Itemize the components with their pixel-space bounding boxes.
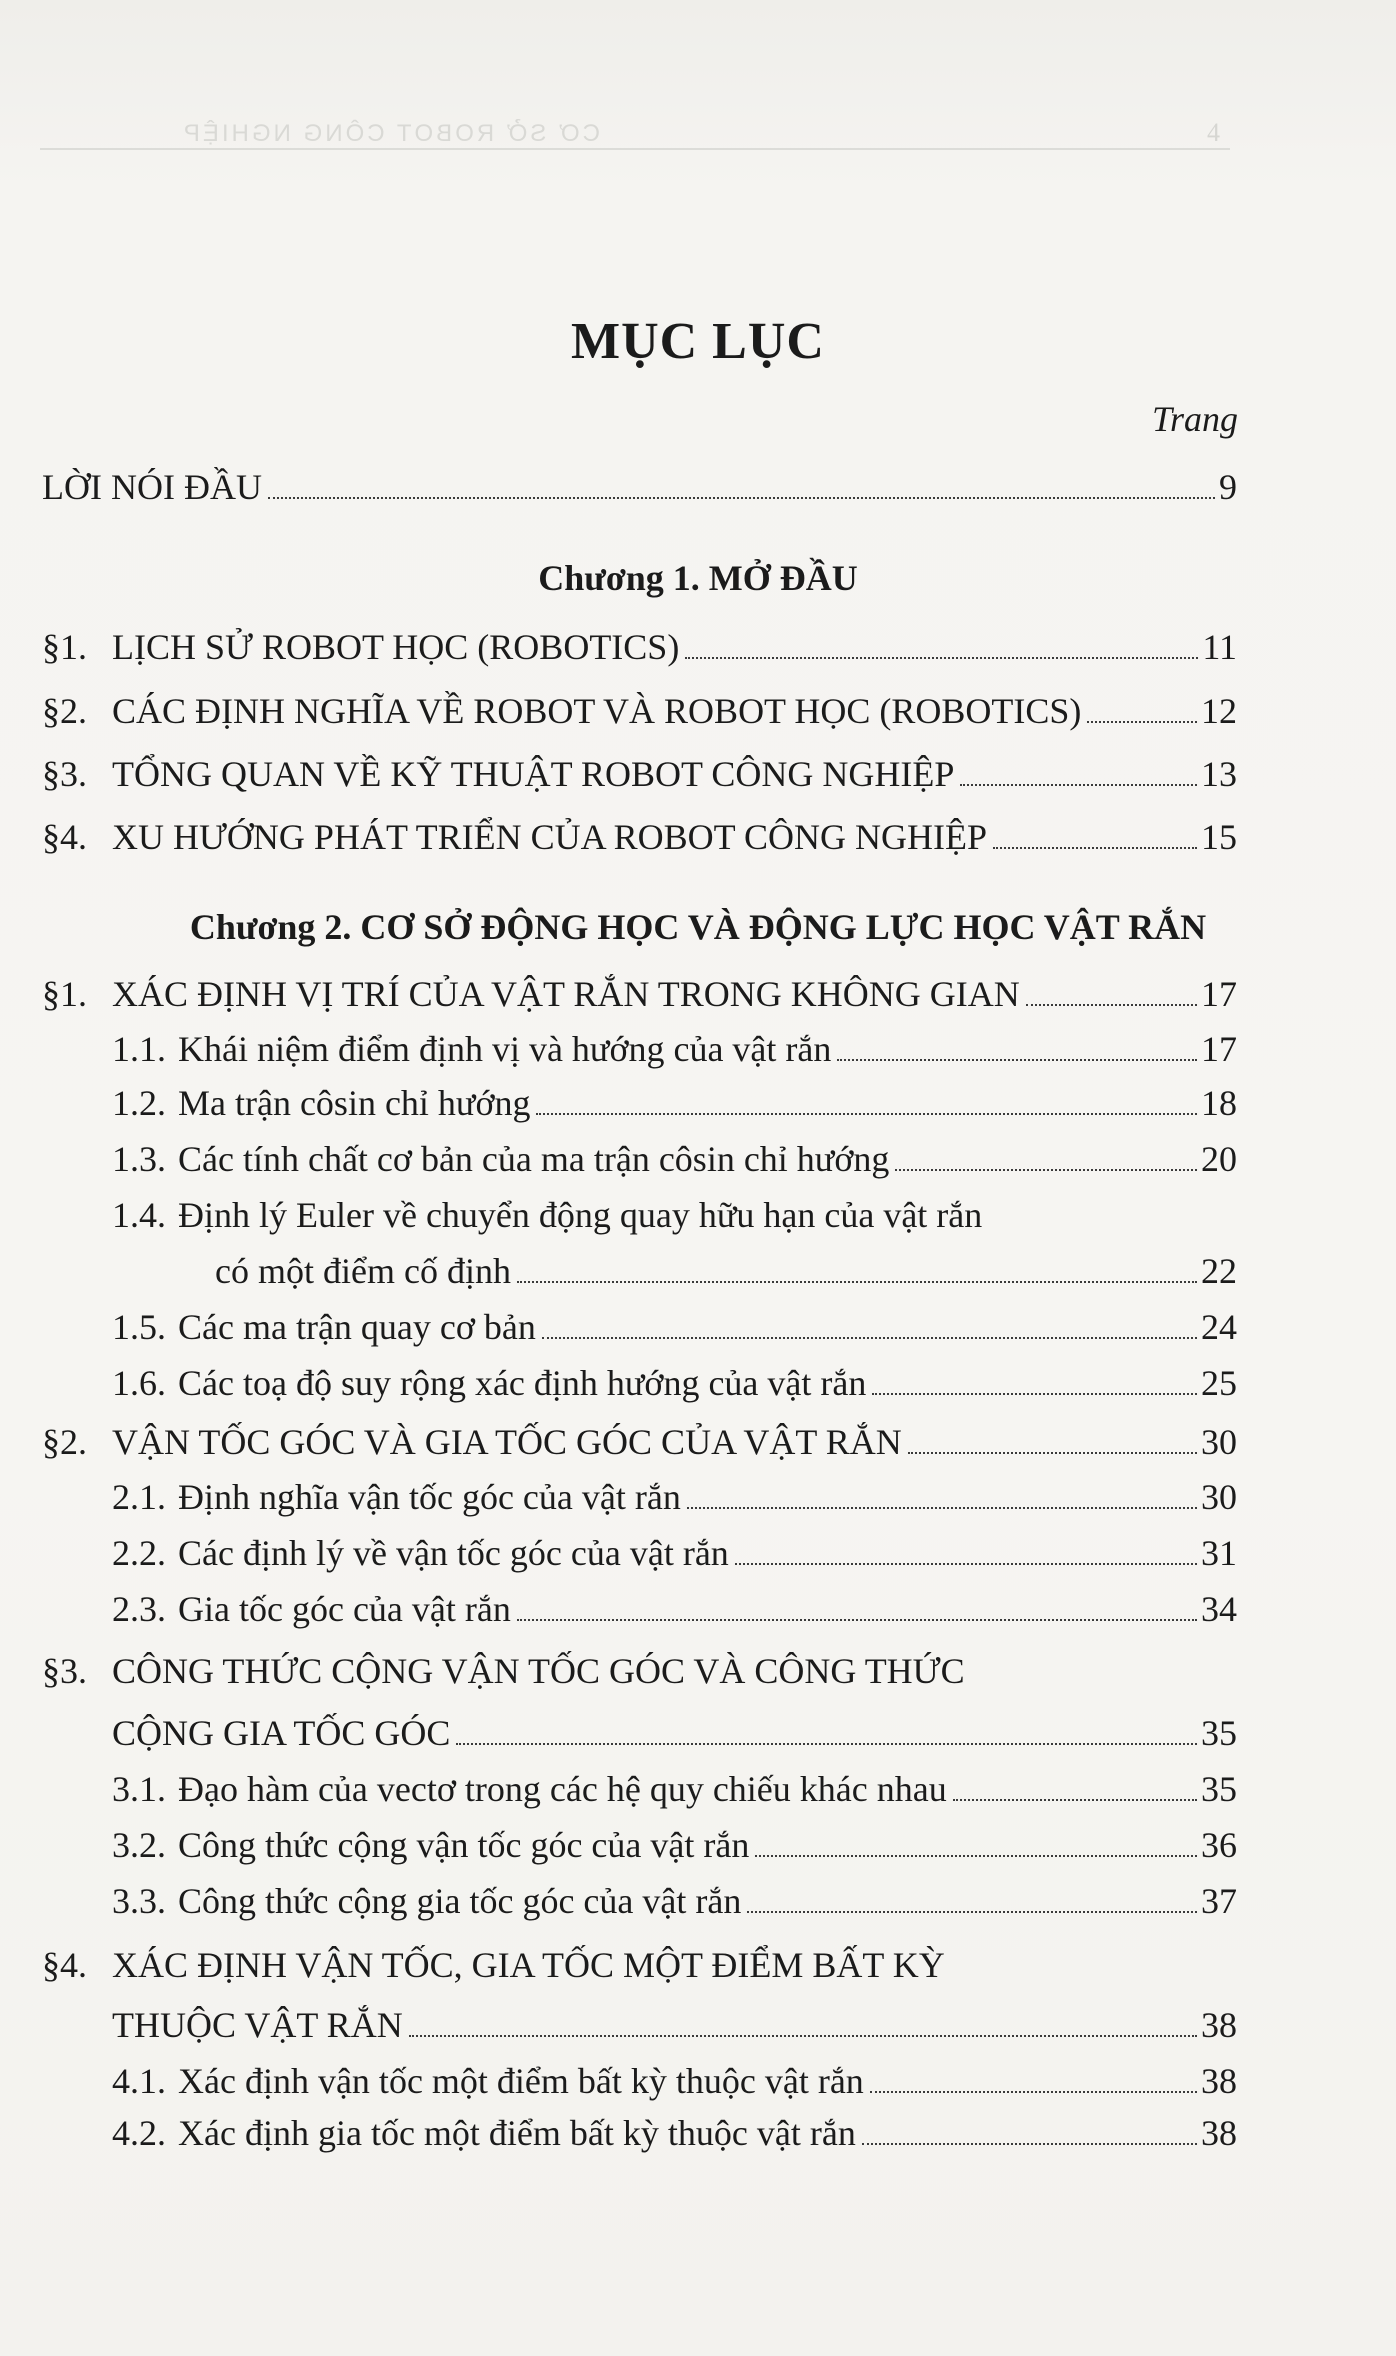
entry-text: Các toạ độ suy rộng xác định hướng của vật rắn	[178, 1363, 867, 1403]
entry-page: 35	[1201, 1713, 1237, 1753]
leader-dots	[895, 1169, 1197, 1171]
entry-page: 38	[1201, 2061, 1237, 2101]
entry-number: 1.3.	[112, 1139, 166, 1179]
leader-dots	[517, 1619, 1197, 1621]
entry-page: 11	[1202, 627, 1237, 667]
entry-text-continued: có một điểm cố định	[215, 1251, 511, 1291]
leader-dots	[517, 1281, 1197, 1283]
entry-number: §4.	[42, 817, 87, 857]
entry-number: 3.3.	[112, 1881, 166, 1921]
leader-dots	[536, 1113, 1197, 1115]
entry-text: Các định lý về vận tốc góc của vật rắn	[178, 1533, 729, 1573]
entry-page: 35	[1201, 1769, 1237, 1809]
leader-dots	[456, 1743, 1197, 1745]
entry-text: Định nghĩa vận tốc góc của vật rắn	[178, 1477, 681, 1517]
leader-dots	[687, 1507, 1197, 1509]
entry-text: Khái niệm điểm định vị và hướng của vật rắn	[178, 1029, 832, 1069]
leader-dots	[755, 1855, 1197, 1857]
entry-number: 1.2.	[112, 1083, 166, 1123]
running-header	[40, 118, 1230, 150]
entry-number: 3.1.	[112, 1769, 166, 1809]
leader-dots	[960, 784, 1197, 786]
leader-dots	[1026, 1004, 1197, 1006]
leader-dots	[542, 1337, 1197, 1339]
entry-number: §1.	[42, 974, 87, 1014]
entry-page: 36	[1201, 1825, 1237, 1865]
entry-page: 38	[1201, 2005, 1237, 2045]
leader-dots	[953, 1799, 1197, 1801]
running-header-title: CƠ SỞ ROBOT CÔNG NGHIỆP	[180, 120, 600, 147]
chapter-heading-2: Chương 2. CƠ SỞ ĐỘNG HỌC VÀ ĐỘNG LỰC HỌC VẬT RẮN	[189, 907, 1207, 947]
entry-page: 17	[1201, 1029, 1237, 1069]
leader-dots	[1087, 721, 1197, 723]
entry-text: Công thức cộng gia tốc góc của vật rắn	[178, 1881, 742, 1921]
entry-number: 2.3.	[112, 1589, 166, 1629]
entry-number: 4.2.	[112, 2113, 166, 2153]
entry-text: Công thức cộng vận tốc góc của vật rắn	[178, 1825, 750, 1865]
leader-dots	[872, 1393, 1197, 1395]
entry-text: LỜI NÓI ĐẦU	[42, 467, 262, 507]
leader-dots	[993, 847, 1197, 849]
leader-dots	[685, 657, 1198, 659]
entry-number: §2.	[42, 1422, 87, 1462]
entry-number: 1.5.	[112, 1307, 166, 1347]
entry-page: 25	[1201, 1363, 1237, 1403]
entry-page: 24	[1201, 1307, 1237, 1347]
leader-dots	[862, 2143, 1197, 2145]
leader-dots	[908, 1452, 1197, 1454]
page-column-label: Trang	[1151, 399, 1238, 439]
entry-page: 9	[1219, 467, 1237, 507]
entry-text: Các ma trận quay cơ bản	[178, 1307, 536, 1347]
entry-text: Định lý Euler về chuyển động quay hữu hạn của vật rắn	[178, 1195, 983, 1235]
entry-text: LỊCH SỬ ROBOT HỌC (ROBOTICS)	[112, 627, 680, 667]
entry-page: 22	[1201, 1251, 1237, 1291]
entry-page: 30	[1201, 1477, 1237, 1517]
entry-text-continued: THUỘC VẬT RẮN	[112, 2005, 403, 2045]
entry-page: 30	[1201, 1422, 1237, 1462]
entry-page: 38	[1201, 2113, 1237, 2153]
entry-page: 20	[1201, 1139, 1237, 1179]
entry-text: Xác định gia tốc một điểm bất kỳ thuộc vật rắn	[178, 2113, 856, 2153]
entry-number: §3.	[42, 1651, 87, 1691]
entry-text: XU HƯỚNG PHÁT TRIỂN CỦA ROBOT CÔNG NGHIỆP	[112, 817, 987, 857]
toc-title: MỤC LỤC	[571, 313, 825, 370]
leader-dots	[870, 2091, 1197, 2093]
entry-number: §4.	[42, 1945, 87, 1985]
entry-text: Xác định vận tốc một điểm bất kỳ thuộc vật rắn	[178, 2061, 864, 2101]
leader-dots	[409, 2035, 1197, 2037]
entry-page: 17	[1201, 974, 1237, 1014]
entry-number: 3.2.	[112, 1825, 166, 1865]
entry-page: 18	[1201, 1083, 1237, 1123]
entry-text: CÁC ĐỊNH NGHĨA VỀ ROBOT VÀ ROBOT HỌC (ROBOTICS)	[112, 691, 1082, 731]
entry-page: 13	[1201, 754, 1237, 794]
entry-text: CÔNG THỨC CỘNG VẬN TỐC GÓC VÀ CÔNG THỨC	[112, 1651, 965, 1691]
entry-page: 37	[1201, 1881, 1237, 1921]
entry-text: VẬN TỐC GÓC VÀ GIA TỐC GÓC CỦA VẬT RẮN	[112, 1422, 902, 1462]
leader-dots	[268, 497, 1215, 499]
leader-dots	[837, 1059, 1197, 1061]
entry-page: 12	[1201, 691, 1237, 731]
chapter-heading-1: Chương 1. MỞ ĐẦU	[538, 558, 858, 598]
entry-page: 31	[1201, 1533, 1237, 1573]
entry-number: 2.2.	[112, 1533, 166, 1573]
entry-number: 1.1.	[112, 1029, 166, 1069]
entry-text: Đạo hàm của vectơ trong các hệ quy chiếu khác nhau	[178, 1769, 947, 1809]
entry-number: §1.	[42, 627, 87, 667]
entry-number: 1.6.	[112, 1363, 166, 1403]
running-header-page-number: 4	[1207, 118, 1220, 147]
entry-number: §3.	[42, 754, 87, 794]
entry-text: XÁC ĐỊNH VẬN TỐC, GIA TỐC MỘT ĐIỂM BẤT KỲ	[112, 1945, 945, 1985]
entry-text: Gia tốc góc của vật rắn	[178, 1589, 511, 1629]
entry-text: XÁC ĐỊNH VỊ TRÍ CỦA VẬT RẮN TRONG KHÔNG GIAN	[112, 974, 1020, 1014]
entry-page: 34	[1201, 1589, 1237, 1629]
entry-text-continued: CỘNG GIA TỐC GÓC	[112, 1713, 451, 1753]
entry-number: §2.	[42, 691, 87, 731]
entry-number: 2.1.	[112, 1477, 166, 1517]
leader-dots	[735, 1563, 1197, 1565]
entry-number: 1.4.	[112, 1195, 166, 1235]
entry-text: Các tính chất cơ bản của ma trận côsin chỉ hướng	[178, 1139, 890, 1179]
entry-text: TỔNG QUAN VỀ KỸ THUẬT ROBOT CÔNG NGHIỆP	[112, 754, 955, 794]
entry-number: 4.1.	[112, 2061, 166, 2101]
entry-text: Ma trận côsin chỉ hướng	[178, 1083, 531, 1123]
leader-dots	[747, 1911, 1197, 1913]
entry-page: 15	[1201, 817, 1237, 857]
